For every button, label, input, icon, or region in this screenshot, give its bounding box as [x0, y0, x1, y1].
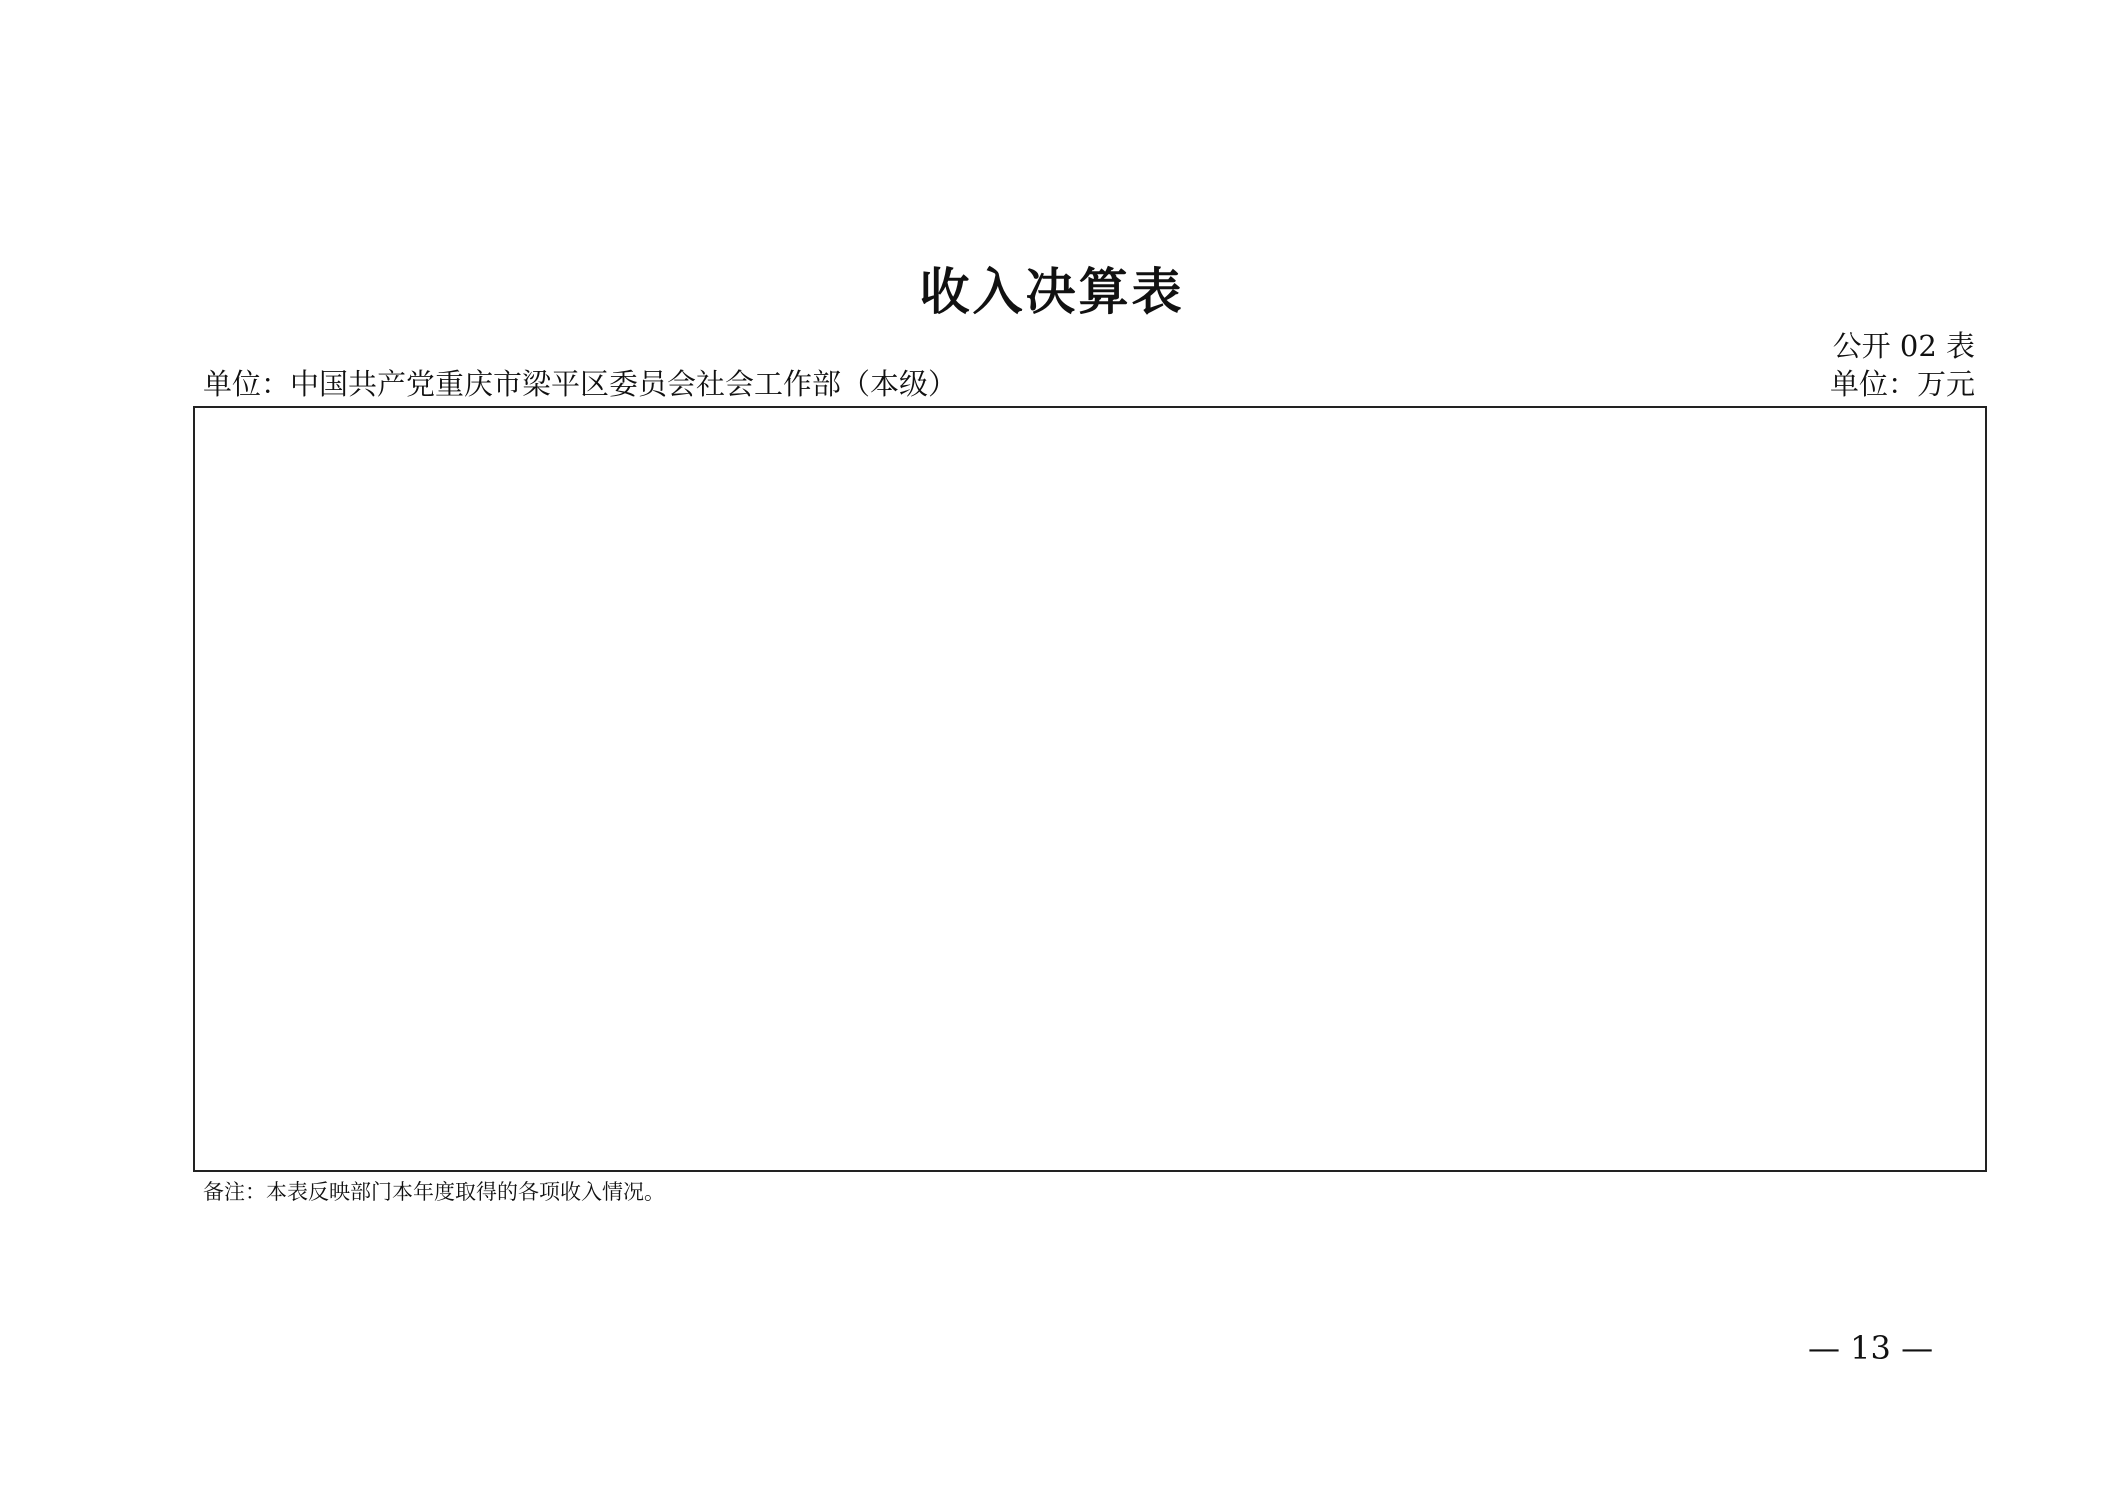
page-number: — 13 —	[1808, 1329, 1934, 1367]
table-placeholder	[195, 408, 1985, 1170]
page-title: 收入决算表	[919, 262, 1185, 321]
income-table	[193, 406, 1987, 1172]
currency-unit: 单位：万元	[1829, 367, 1975, 401]
table-note: 备注：本表反映部门本年度取得的各项收入情况。	[203, 1180, 665, 1204]
reporting-unit: 单位：中国共产党重庆市梁平区委员会社会工作部（本级）	[203, 367, 958, 401]
form-number: 公开 02 表	[1832, 329, 1975, 363]
